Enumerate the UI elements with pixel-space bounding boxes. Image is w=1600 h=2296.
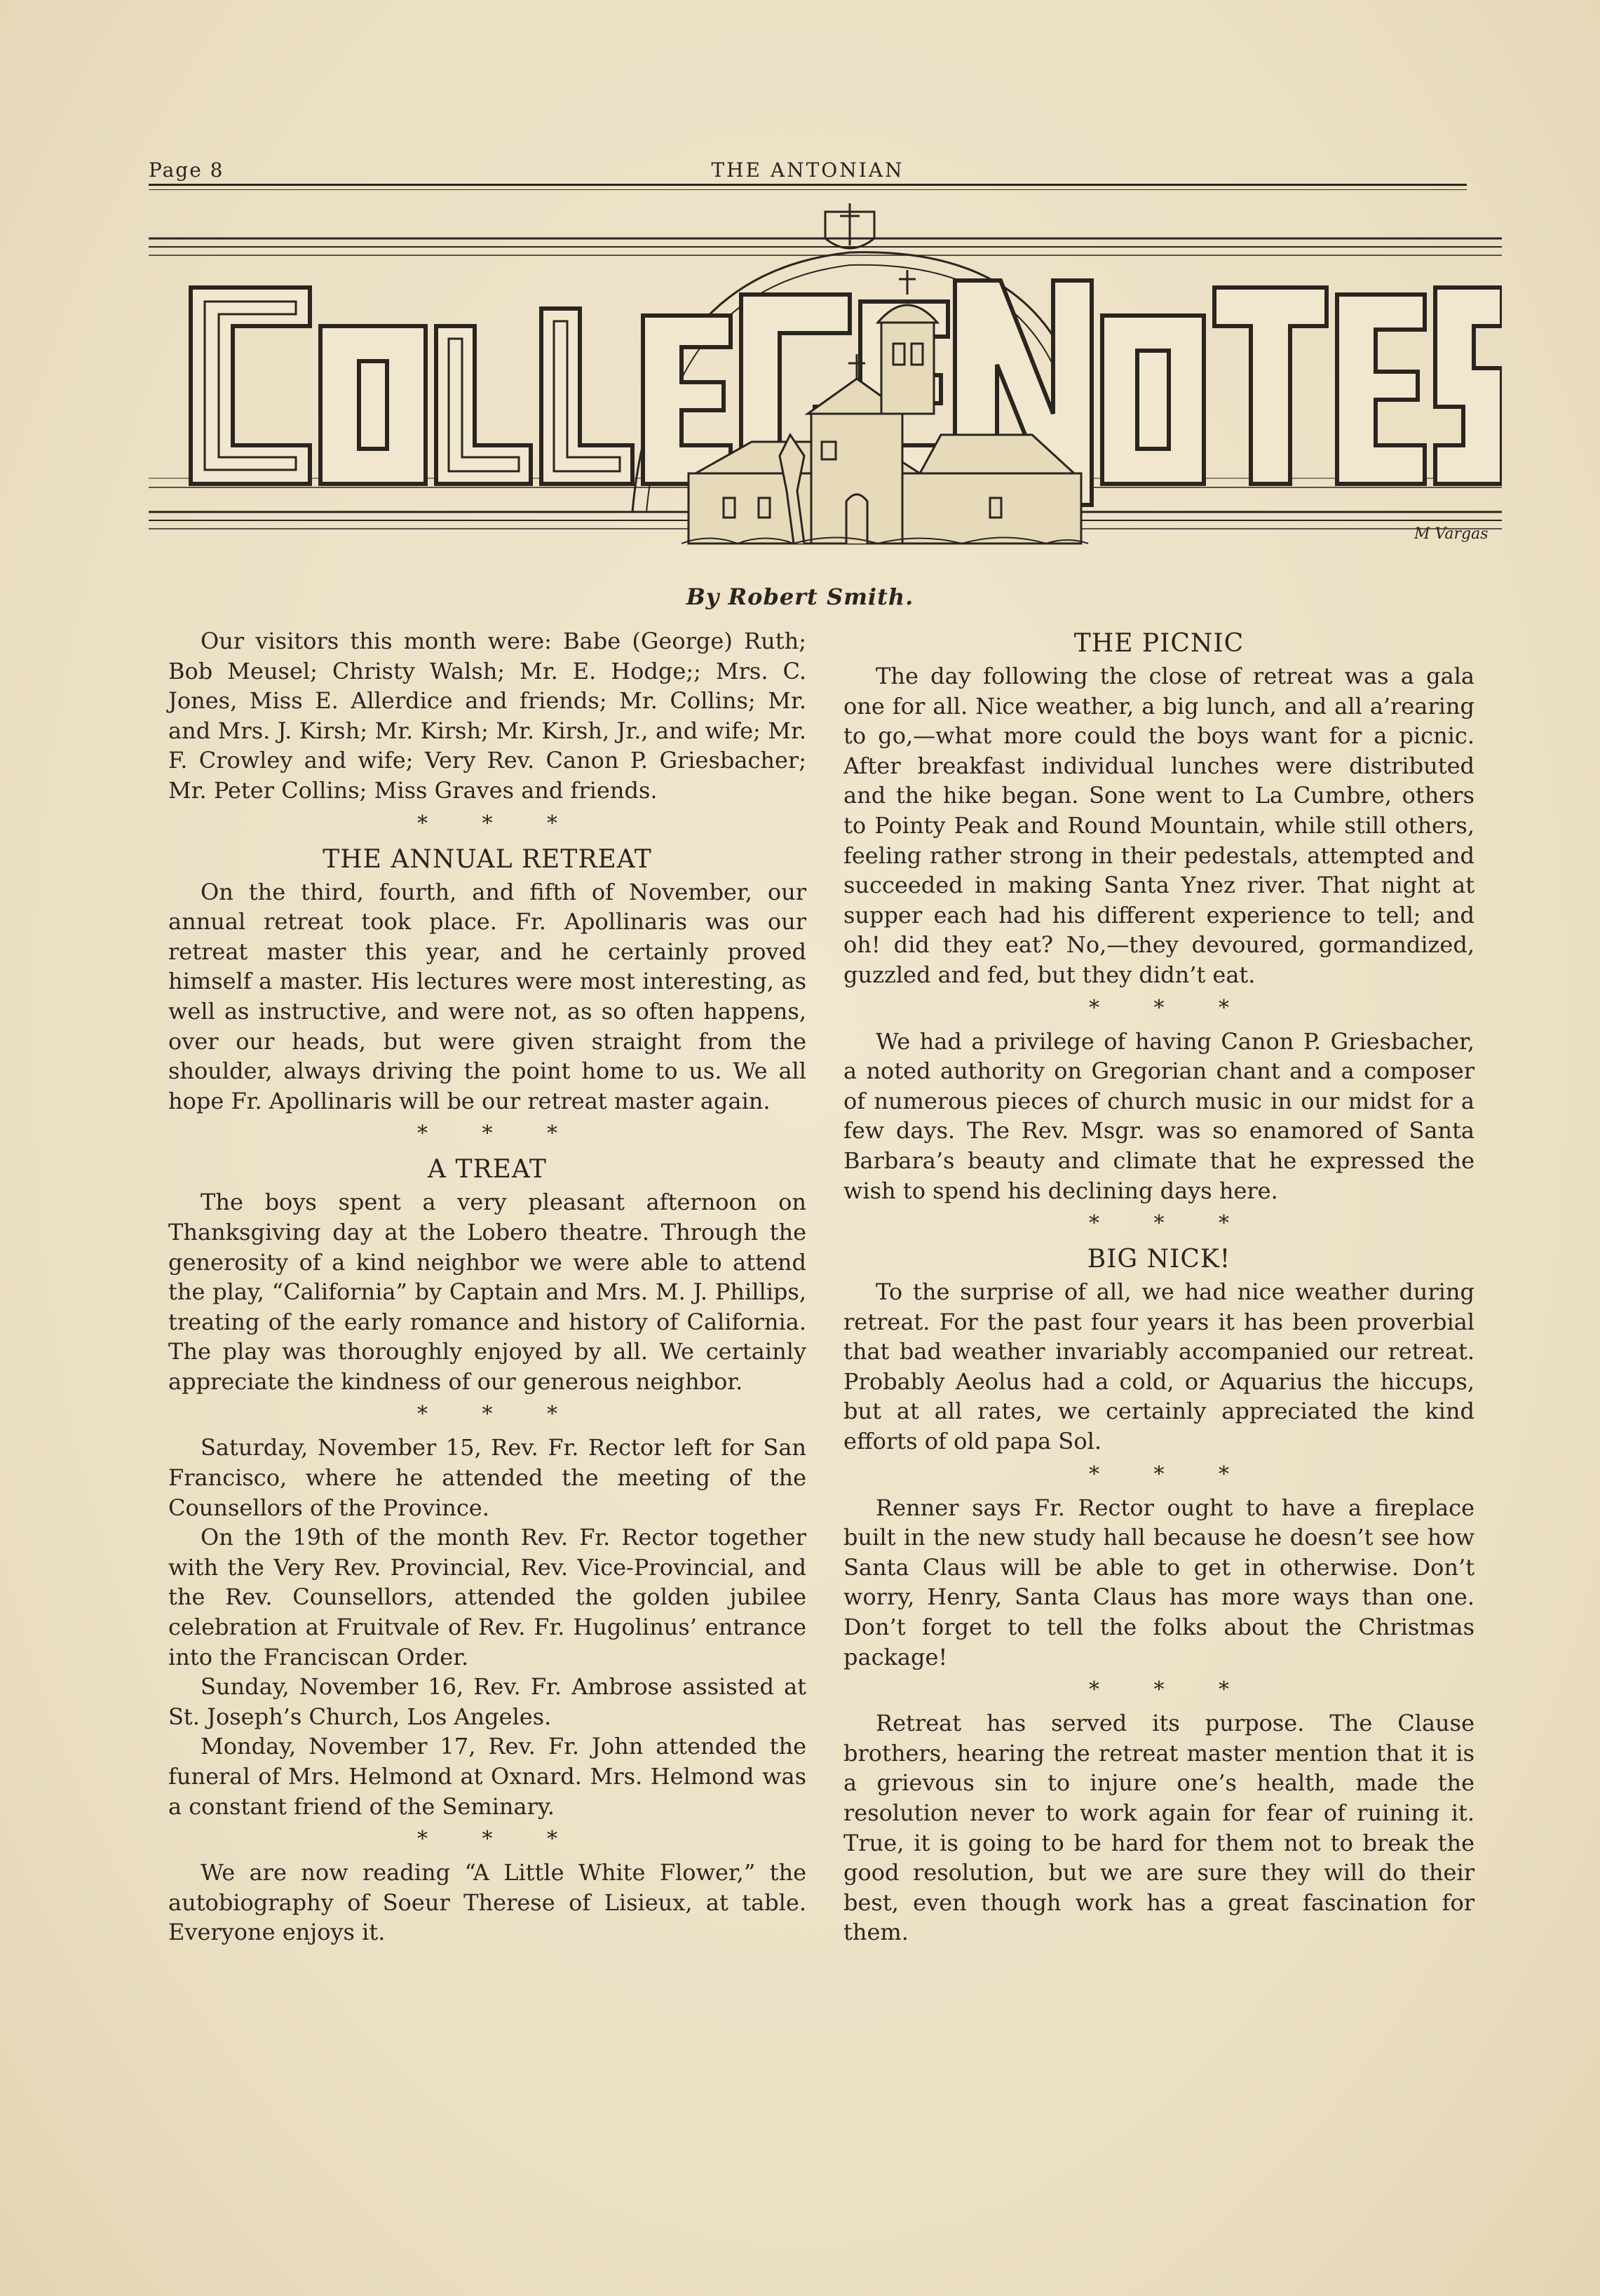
nov15-paragraph: Saturday, November 15, Rev. Fr. Rector left for San Francisco, where he attended the meeting of the Counsellors of the Province. (168, 1434, 806, 1521)
picnic-heading: THE PICNIC (1073, 629, 1245, 658)
page-number: Page 8 (149, 158, 224, 182)
clause-paragraph: Retreat has served its purpose. The Clause brothers, hearing the retreat master mention that it is a grievous sin to injure one’s health, made the resolution never to work again for fear of ruining it. True, it is going to be hard for them not to break the good resolution, but we are sure they will do their best, even though work has a great fascination for them. (843, 1710, 1474, 1946)
separator: * * * (416, 1827, 582, 1852)
reading-paragraph: We are now reading “A Little White Flower,” the autobiography of Soeur Therese of Lisieux, at table. Everyone enjoys it. (168, 1859, 806, 1946)
right-column (843, 626, 1474, 1947)
nov17-paragraph: Monday, November 17, Rev. Fr. John attended the funeral of Mrs. Helmond at Oxnard. Mrs. Helmond was a constant friend of the Seminary. (168, 1733, 806, 1820)
nov19-paragraph: On the 19th of the month Rev. Fr. Rector together with the Very Rev. Provincial, Rev. Vice-Provincial, and the Rev. Counsellors, attended the golden jubilee celebration at Fruitvale of Rev. Fr. Hugolinus’ entrance into the Franciscan Order. (168, 1524, 806, 1670)
separator: * * * (416, 1402, 582, 1427)
header-rule-thin (149, 189, 1467, 190)
publication-title: THE ANTONIAN (711, 158, 904, 182)
artist-signature: M Vargas (1414, 525, 1489, 543)
separator: * * * (1088, 1211, 1254, 1236)
separator: * * * (416, 811, 582, 836)
running-head (149, 158, 1467, 187)
big-nick-heading: BIG NICK! (1087, 1245, 1231, 1274)
retreat-paragraph: On the third, fourth, and fifth of November, our annual retreat took place. Fr. Apollinaris was our retreat master this year, and he certainly proved himself a master. His lectures were most interesting, as well as instructive, and were not, as so often happens, over our heads, but were given straight from the shoulder, always driving the point home to us. We all hope Fr. Apollinaris will be our retreat master again. (168, 878, 806, 1114)
big-nick-paragraph: To the surprise of all, we had nice weather during retreat. For the past four years it has been proverbial that bad weather invariably accompanied our retreat. Probably Aeolus had a cold, or Aquarius the hiccups, but at all rates, we certainly appreciated the kind efforts of old papa Sol. (843, 1278, 1474, 1455)
header-rule (149, 184, 1467, 186)
college-notes-masthead (149, 203, 1502, 568)
left-column (168, 626, 806, 1947)
retreat-heading: THE ANNUAL RETREAT (323, 844, 652, 874)
separator: * * * (1088, 1461, 1254, 1487)
renner-paragraph: Renner says Fr. Rector ought to have a fireplace built in the new study hall because he doesn’t see how Santa Claus will be able to get in otherwise. Don’t worry, Henry, Santa Claus has more ways than one. Don’t forget to tell the folks about the Christmas package! (843, 1494, 1474, 1670)
byline: By Robert Smith. (686, 583, 914, 610)
crest-icon (825, 203, 874, 248)
separator: * * * (1088, 1677, 1254, 1703)
separator: * * * (1088, 995, 1254, 1020)
treat-heading: A TREAT (428, 1155, 547, 1184)
separator: * * * (416, 1121, 582, 1147)
nov16-paragraph: Sunday, November 16, Rev. Fr. Ambrose assisted at St. Joseph’s Church, Los Angeles. (168, 1673, 806, 1730)
canon-paragraph: We had a privilege of having Canon P. Griesbacher, a noted authority on Gregorian chant and a composer of numerous pieces of church music in our midst for a few days. The Rev. Msgr. was so enamored of Santa Barbara’s beauty and climate that he expressed the wish to spend his declining days here. (843, 1027, 1474, 1204)
picnic-paragraph: The day following the close of retreat was a gala one for all. Nice weather, a big lunch, and all a’rearing to go,—what more could the boys want for a picnic. After breakfast individual lunches were distributed and the hike began. Sone went to La Cumbre, others to Pointy Peak and Round Mountain, while still others, feeling rather strong in their pedestals, attempted and succeeded in making Santa Ynez river. That night at supper each had his different experience to tell; and oh! did they eat? No,—they devoured, gormandized, guzzled and fed, but they didn’t eat. (843, 663, 1474, 988)
treat-paragraph: The boys spent a very pleasant afternoon on Thanksgiving day at the Lobero theatre. Through the generosity of a kind neighbor we were able to attend the play, “California” by Captain and Mrs. M. J. Phillips, treating of the early romance and history of California. The play was thoroughly enjoyed by all. We certainly appreciate the kindness of our generous neighbor. (168, 1189, 806, 1395)
visitors-paragraph: Our visitors this month were: Babe (George) Ruth; Bob Meusel; Christy Walsh; Mr. E. Hodge;; Mrs. C. Jones, Miss E. Allerdice and friends; Mr. Collins; Mr. and Mrs. J. Kirsh; Mr. Kirsh; Mr. Kirsh, Jr., and wife; Mr. F. Crowley and wife; Very Rev. Canon P. Griesbacher; Mr. Peter Collins; Miss Graves and friends. (168, 628, 806, 804)
